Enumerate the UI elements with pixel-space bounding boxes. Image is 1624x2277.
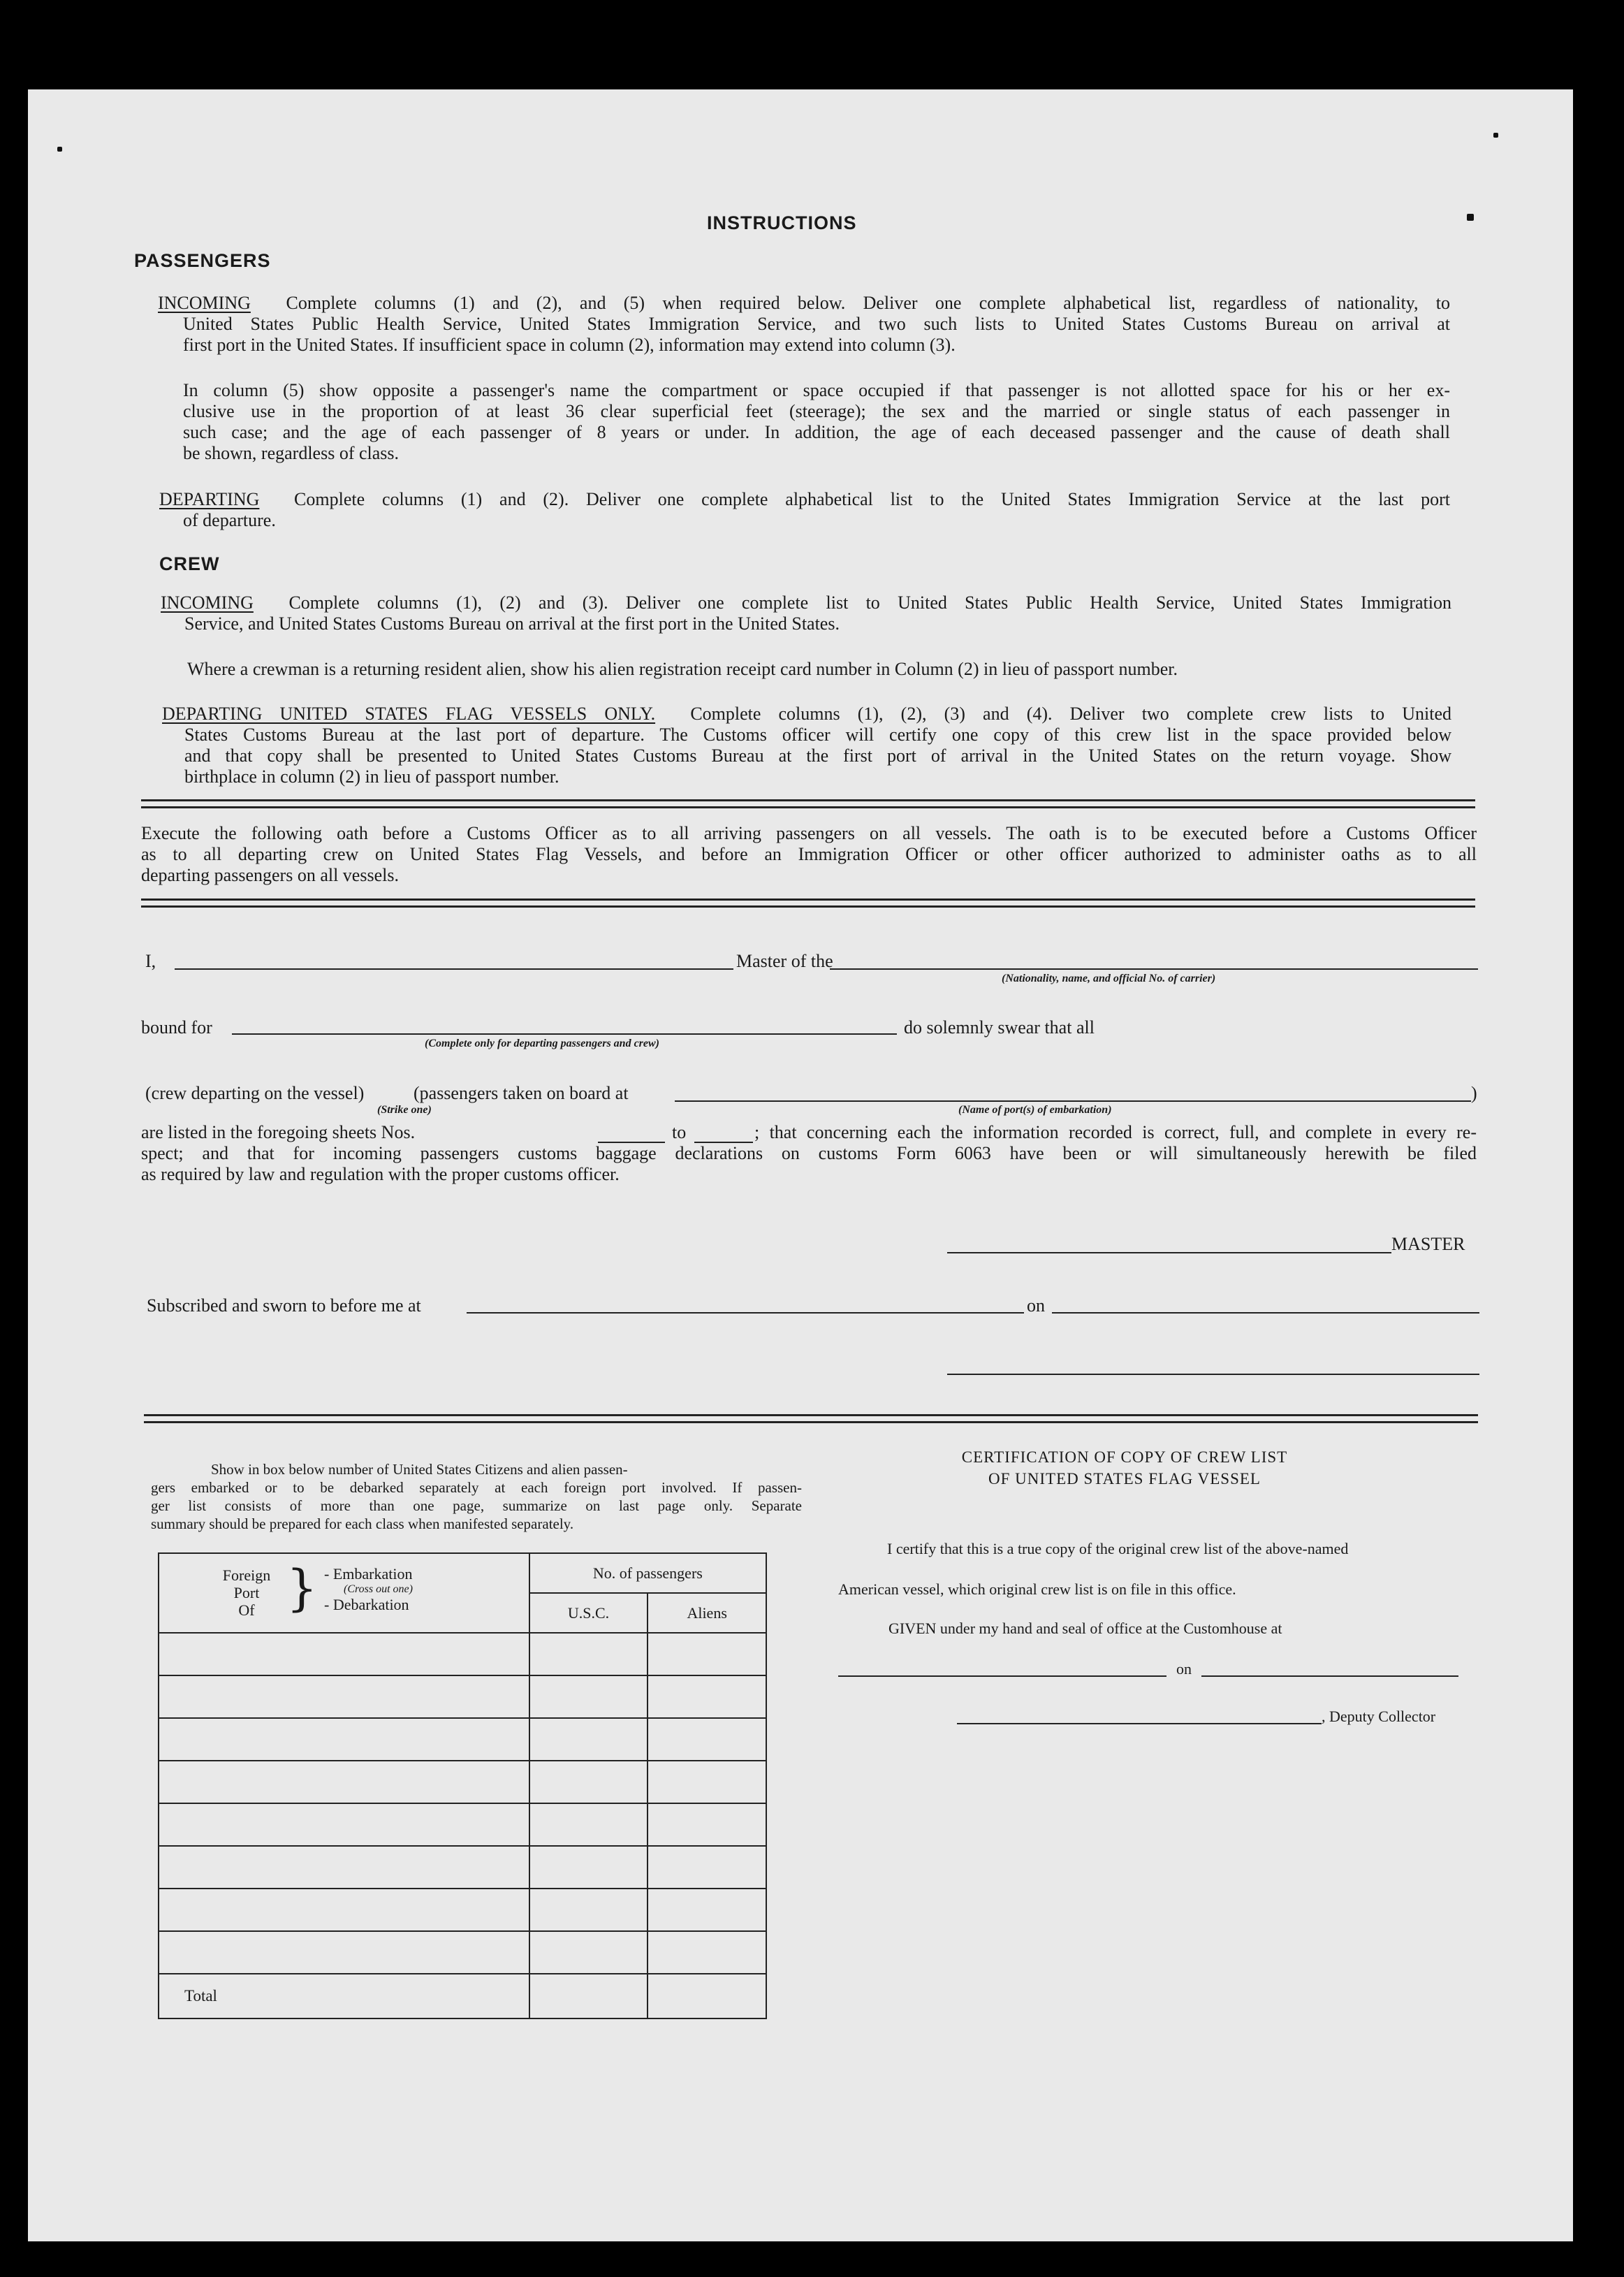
port-cell[interactable]: [159, 1846, 529, 1889]
listed-line-1: [141, 1122, 1477, 1143]
speck: [57, 147, 62, 152]
master-name-field[interactable]: [175, 968, 733, 970]
table-row: [159, 1718, 766, 1761]
crew-incoming-line-1: [161, 592, 1451, 613]
crew-departing-text: Complete columns (1), (2), (3) and (4). Deliver two complete crew lists to United: [690, 704, 1451, 724]
cert-on-label: on: [1176, 1660, 1192, 1678]
passengers-departing-label: DEPARTING: [159, 489, 260, 509]
passengers-incoming-label: INCOMING: [158, 293, 251, 313]
strike-one-note: (Strike one): [377, 1104, 432, 1116]
bound-for-label: bound for: [141, 1017, 212, 1038]
aliens-cell[interactable]: [648, 1846, 766, 1889]
aliens-cell[interactable]: [648, 1718, 766, 1761]
crew-incoming-label: INCOMING: [161, 592, 254, 613]
passengers-incoming-text: Complete columns (1) and (2), and (5) when required below. Deliver one complete alphabetical list, regardless of nationality, to: [286, 293, 1451, 313]
port-cell[interactable]: [159, 1675, 529, 1718]
aliens-cell[interactable]: [648, 1803, 766, 1846]
aliens-cell[interactable]: [648, 1761, 766, 1803]
of-label: Of: [238, 1601, 255, 1619]
passengers-departing-line-2: of departure.: [183, 510, 276, 530]
divider: [144, 1414, 1478, 1423]
crew-departing-line-3: and that copy shall be presented to United States Customs Bureau at the first port of arrival in the United States on the return voyage. Show: [184, 745, 1451, 766]
customhouse-field[interactable]: [838, 1675, 1166, 1677]
port-label: Port: [233, 1584, 260, 1601]
port-note: (Name of port(s) of embarkation): [958, 1104, 1112, 1116]
form-page: [28, 89, 1573, 2241]
port-cell[interactable]: [159, 1803, 529, 1846]
master-label: MASTER: [1391, 1234, 1465, 1254]
listed-to: to: [672, 1122, 687, 1142]
passengers-incoming-line-3: first port in the United States. If insufficient space in column (2), information may extend into column (3).: [183, 335, 956, 355]
table-row: [159, 1675, 766, 1718]
port-cell[interactable]: [159, 1633, 529, 1675]
swear-text: do solemnly swear that all: [904, 1017, 1095, 1038]
passengers-heading: PASSENGERS: [134, 250, 271, 271]
cert-date-field[interactable]: [1201, 1675, 1458, 1677]
certify-line-1: I certify that this is a true copy of the original crew list of the above-named: [887, 1540, 1349, 1557]
cross-out-note: (Cross out one): [344, 1583, 413, 1595]
total-row: [159, 1974, 766, 2018]
sworn-on-label: on: [1027, 1295, 1045, 1316]
table-row: [159, 1761, 766, 1803]
usc-cell[interactable]: [529, 1803, 648, 1846]
divider: [141, 899, 1475, 908]
bound-note: (Complete only for departing passengers and crew): [425, 1038, 659, 1049]
bound-for-field[interactable]: [232, 1033, 897, 1035]
usc-cell[interactable]: [529, 1675, 648, 1718]
crew-departing-line-2: States Customs Bureau at the last port of departure. The Customs officer will certify one copy of this crew list in the space provided below: [184, 725, 1451, 745]
table-row: [159, 1931, 766, 1974]
certification-title-line-2: OF UNITED STATES FLAG VESSEL: [988, 1470, 1261, 1487]
crew-incoming-line-2: Service, and United States Customs Bureau on arrival at the first port in the United States.: [184, 613, 840, 634]
brace-icon: }: [286, 1559, 318, 1617]
deputy-collector-label: , Deputy Collector: [1322, 1708, 1436, 1725]
sworn-date-field[interactable]: [1052, 1312, 1479, 1314]
master-signature-field[interactable]: [947, 1252, 1391, 1253]
port-cell[interactable]: [159, 1931, 529, 1974]
oath-intro-line-1: Execute the following oath before a Customs Officer as to all arriving passengers on all vessels. The oath is to be executed before a Customs Officer: [141, 823, 1477, 843]
debarkation-option: - Debarkation: [324, 1596, 409, 1613]
table-row: [159, 1889, 766, 1931]
officer-signature-field[interactable]: [947, 1374, 1479, 1375]
oath-intro-line-2: as to all departing crew on United States Flag Vessels, and before an Immigration Officer or other officer authorized to administer oaths as to all: [141, 844, 1477, 864]
crew-departing-line-1: [162, 704, 1451, 725]
deputy-signature-field[interactable]: [957, 1723, 1322, 1724]
embarkation-option: - Embarkation: [324, 1565, 413, 1583]
usc-cell[interactable]: [529, 1889, 648, 1931]
usc-cell[interactable]: [529, 1761, 648, 1803]
speck: [1467, 214, 1474, 221]
port-cell[interactable]: [159, 1889, 529, 1931]
aliens-header: Aliens: [648, 1593, 766, 1633]
column5-line-2: clusive use in the proportion of at least 36 clear superficial feet (steerage); the sex and the married or single status of each passenger in: [183, 401, 1450, 421]
crew-departing-line-4: birthplace in column (2) in lieu of passport number.: [184, 766, 559, 787]
crew-heading: CREW: [159, 553, 220, 574]
box-instructions-line-4: summary should be prepared for each class when manifested separately.: [151, 1515, 574, 1532]
certify-line-2: American vessel, which original crew list is on file in this office.: [838, 1580, 1236, 1598]
embark-debark-labels: [324, 1566, 413, 1613]
port-summary-table: [158, 1552, 767, 2019]
passengers-incoming-line-2: United States Public Health Service, United States Immigration Service, and two such lists to United States Customs Bureau on arrival at: [183, 314, 1450, 334]
certification-title-line-1: CERTIFICATION OF COPY OF CREW LIST: [961, 1448, 1288, 1466]
box-instructions-line-1: Show in box below number of United States Citizens and alien passen-: [211, 1461, 628, 1478]
table-row: [159, 1803, 766, 1846]
table-row: [159, 1846, 766, 1889]
listed-line-2: spect; and that for incoming passengers customs baggage declarations on customs Form 6063 have been or will simultaneously herewith be filed: [141, 1143, 1477, 1163]
i-label: I,: [145, 951, 156, 971]
speck: [1493, 133, 1498, 138]
listed-text-b: ; that concerning each the information recorded is correct, full, and complete in every re-: [754, 1122, 1477, 1142]
crew-incoming-text: Complete columns (1), (2) and (3). Deliver one complete list to United States Public Health Service, United States Immigration: [288, 592, 1452, 613]
column5-line-3: such case; and the age of each passenger of 8 years or under. In addition, the age of each deceased passenger and the cause of death shall: [183, 422, 1450, 442]
aliens-cell[interactable]: [648, 1633, 766, 1675]
subscribed-label: Subscribed and sworn to before me at: [147, 1295, 421, 1316]
listed-line-3: as required by law and regulation with the proper customs officer.: [141, 1164, 620, 1184]
foreign-port-of-label: [208, 1566, 285, 1619]
port-cell[interactable]: [159, 1718, 529, 1761]
column5-line-4: be shown, regardless of class.: [183, 443, 400, 463]
given-line: GIVEN under my hand and seal of office at the Customhouse at: [888, 1620, 1282, 1637]
resident-alien-note: Where a crewman is a returning resident alien, show his alien registration receipt card number in Column (2) in lieu of passport number.: [187, 659, 1178, 679]
box-instructions: [151, 1460, 802, 1533]
master-of-label: Master of the: [736, 951, 833, 971]
aliens-total-cell[interactable]: [648, 1974, 766, 2018]
usc-cell[interactable]: [529, 1931, 648, 1974]
column5-line-1: In column (5) show opposite a passenger's name the compartment or space occupied if that passenger is not allotted space for his or her ex-: [183, 380, 1450, 400]
table-row: [159, 1633, 766, 1675]
foreign-port-header: [159, 1553, 529, 1633]
box-instructions-line-3: ger list consists of more than one page, summarize on last page only. Separate: [151, 1497, 802, 1514]
crew-departing-option: (crew departing on the vessel): [145, 1083, 365, 1103]
usc-total-cell[interactable]: [529, 1974, 648, 2018]
usc-cell[interactable]: [529, 1846, 648, 1889]
port-cell[interactable]: [159, 1761, 529, 1803]
carrier-field[interactable]: [830, 968, 1478, 970]
carrier-note: (Nationality, name, and official No. of carrier): [1002, 973, 1216, 984]
usc-cell[interactable]: [529, 1633, 648, 1675]
usc-cell[interactable]: [529, 1718, 648, 1761]
box-instructions-line-2: gers embarked or to be debarked separately at each foreign port involved. If passen-: [151, 1479, 802, 1496]
divider: [141, 799, 1475, 808]
usc-header: U.S.C.: [529, 1593, 648, 1633]
passengers-departing-line-1: [159, 489, 1450, 510]
crew-departing-label: DEPARTING UNITED STATES FLAG VESSELS ONLY.: [162, 704, 656, 724]
total-label: Total: [159, 1974, 529, 2018]
embarkation-port-field[interactable]: [675, 1100, 1471, 1102]
close-paren: ): [1471, 1083, 1477, 1103]
listed-text-a: are listed in the foregoing sheets Nos.: [141, 1122, 416, 1142]
sworn-place-field[interactable]: [467, 1312, 1024, 1314]
oath-intro-line-3: departing passengers on all vessels.: [141, 865, 399, 885]
instructions-title: INSTRUCTIONS: [707, 212, 857, 233]
certification-title: [852, 1446, 1397, 1490]
passengers-incoming-line-1: [158, 293, 1450, 314]
aliens-cell[interactable]: [648, 1675, 766, 1718]
passengers-taken-option: (passengers taken on board at: [414, 1083, 629, 1103]
foreign-label: Foreign: [222, 1566, 271, 1584]
aliens-cell[interactable]: [648, 1889, 766, 1931]
passengers-departing-text: Complete columns (1) and (2). Deliver one complete alphabetical list to the United States Immigration Service at the last port: [294, 489, 1451, 509]
no-of-passengers-header: No. of passengers: [529, 1553, 766, 1593]
aliens-cell[interactable]: [648, 1931, 766, 1974]
